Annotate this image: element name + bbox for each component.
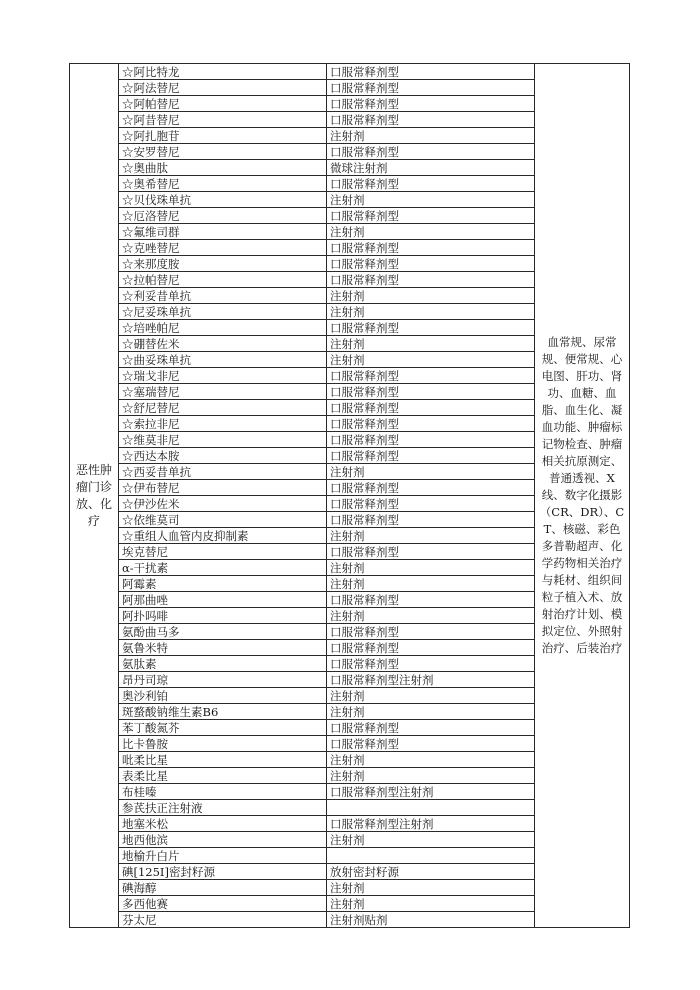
drug-name-cell: 埃克替尼 xyxy=(119,544,327,560)
dosage-form-cell: 注射剂 xyxy=(327,704,535,720)
dosage-form-cell: 注射剂 xyxy=(327,608,535,624)
drug-name-cell: 碘海醇 xyxy=(119,880,327,896)
dosage-form-cell: 口服常释剂型 xyxy=(327,512,535,528)
drug-name-cell: ☆阿帕替尼 xyxy=(119,96,327,112)
dosage-form-cell: 口服常释剂型注射剂 xyxy=(327,784,535,800)
drug-name-cell: ☆硼替佐米 xyxy=(119,336,327,352)
table-row xyxy=(70,64,630,80)
drug-name-cell: 氨鲁米特 xyxy=(119,640,327,656)
drug-name-cell: 碘[125I]密封籽源 xyxy=(119,864,327,880)
drug-name-cell: ☆克唑替尼 xyxy=(119,240,327,256)
drug-name-cell: 多西他赛 xyxy=(119,896,327,912)
drug-name-cell: ☆伊布替尼 xyxy=(119,480,327,496)
category-cell: 恶性肿瘤门诊放、化疗 xyxy=(70,64,119,928)
drug-name-cell: ☆奥曲肽 xyxy=(119,160,327,176)
drug-name-cell: 布桂嗪 xyxy=(119,784,327,800)
dosage-form-cell: 口服常释剂型 xyxy=(327,432,535,448)
drug-name-cell: ☆塞瑞替尼 xyxy=(119,384,327,400)
dosage-form-cell: 注射剂 xyxy=(327,768,535,784)
dosage-form-cell: 口服常释剂型 xyxy=(327,176,535,192)
dosage-form-cell: 注射剂 xyxy=(327,464,535,480)
dosage-form-cell: 口服常释剂型 xyxy=(327,384,535,400)
dosage-form-cell: 注射剂 xyxy=(327,688,535,704)
drug-name-cell: ☆重组人血管内皮抑制素 xyxy=(119,528,327,544)
dosage-form-cell: 口服常释剂型注射剂 xyxy=(327,816,535,832)
drug-name-cell: ☆瑞戈非尼 xyxy=(119,368,327,384)
drug-name-cell: ☆依维莫司 xyxy=(119,512,327,528)
dosage-form-cell: 口服常释剂型 xyxy=(327,240,535,256)
dosage-form-cell: 口服常释剂型 xyxy=(327,640,535,656)
drug-name-cell: ☆奥希替尼 xyxy=(119,176,327,192)
drug-name-cell: 表柔比星 xyxy=(119,768,327,784)
drug-name-cell: 阿霉素 xyxy=(119,576,327,592)
drug-name-cell: ☆安罗替尼 xyxy=(119,144,327,160)
dosage-form-cell: 注射剂 xyxy=(327,528,535,544)
dosage-form-cell: 放射密封籽源 xyxy=(327,864,535,880)
dosage-form-cell: 口服常释剂型 xyxy=(327,80,535,96)
drug-name-cell: ☆阿比特龙 xyxy=(119,64,327,80)
drug-name-cell: 地榆升白片 xyxy=(119,848,327,864)
drug-name-cell: ☆阿法替尼 xyxy=(119,80,327,96)
dosage-form-cell xyxy=(327,848,535,864)
dosage-form-cell: 口服常释剂型 xyxy=(327,272,535,288)
dosage-form-cell: 口服常释剂型 xyxy=(327,448,535,464)
dosage-form-cell: 注射剂贴剂 xyxy=(327,912,535,928)
dosage-form-cell: 口服常释剂型 xyxy=(327,416,535,432)
dosage-form-cell: 口服常释剂型 xyxy=(327,208,535,224)
dosage-form-cell: 口服常释剂型注射剂 xyxy=(327,672,535,688)
drug-name-cell: ☆阿扎胞苷 xyxy=(119,128,327,144)
dosage-form-cell: 注射剂 xyxy=(327,304,535,320)
dosage-form-cell: 注射剂 xyxy=(327,880,535,896)
drug-name-cell: ☆曲妥珠单抗 xyxy=(119,352,327,368)
drug-name-cell: α-干扰素 xyxy=(119,560,327,576)
drug-name-cell: 地塞米松 xyxy=(119,816,327,832)
drug-name-cell: ☆西妥昔单抗 xyxy=(119,464,327,480)
dosage-form-cell: 注射剂 xyxy=(327,192,535,208)
dosage-form-cell: 注射剂 xyxy=(327,832,535,848)
dosage-form-cell: 口服常释剂型 xyxy=(327,96,535,112)
drug-name-cell: ☆利妥昔单抗 xyxy=(119,288,327,304)
dosage-form-cell xyxy=(327,800,535,816)
dosage-form-cell: 口服常释剂型 xyxy=(327,256,535,272)
drug-name-cell: ☆厄洛替尼 xyxy=(119,208,327,224)
drug-name-cell: 苯丁酸氮芥 xyxy=(119,720,327,736)
dosage-form-cell: 口服常释剂型 xyxy=(327,592,535,608)
dosage-form-cell: 注射剂 xyxy=(327,128,535,144)
drug-name-cell: ☆培唑帕尼 xyxy=(119,320,327,336)
drug-name-cell: 比卡鲁胺 xyxy=(119,736,327,752)
drug-name-cell: 奥沙利铂 xyxy=(119,688,327,704)
dosage-form-cell: 注射剂 xyxy=(327,336,535,352)
drug-name-cell: ☆舒尼替尼 xyxy=(119,400,327,416)
dosage-form-cell: 口服常释剂型 xyxy=(327,368,535,384)
dosage-form-cell: 口服常释剂型 xyxy=(327,624,535,640)
dosage-form-cell: 口服常释剂型 xyxy=(327,496,535,512)
drug-name-cell: 地西他滨 xyxy=(119,832,327,848)
dosage-form-cell: 注射剂 xyxy=(327,560,535,576)
drug-name-cell: ☆西达本胺 xyxy=(119,448,327,464)
dosage-form-cell: 注射剂 xyxy=(327,896,535,912)
dosage-form-cell: 口服常释剂型 xyxy=(327,320,535,336)
drug-name-cell: ☆拉帕替尼 xyxy=(119,272,327,288)
dosage-form-cell: 口服常释剂型 xyxy=(327,400,535,416)
dosage-form-cell: 口服常释剂型 xyxy=(327,64,535,80)
drug-name-cell: 斑蝥酸钠维生素B6 xyxy=(119,704,327,720)
drug-name-cell: 吡柔比星 xyxy=(119,752,327,768)
dosage-form-cell: 口服常释剂型 xyxy=(327,480,535,496)
drug-name-cell: ☆阿昔替尼 xyxy=(119,112,327,128)
dosage-form-cell: 微球注射剂 xyxy=(327,160,535,176)
drug-name-cell: 阿那曲唑 xyxy=(119,592,327,608)
dosage-form-cell: 口服常释剂型 xyxy=(327,720,535,736)
drug-name-cell: 芬太尼 xyxy=(119,912,327,928)
dosage-form-cell: 注射剂 xyxy=(327,224,535,240)
drug-name-cell: 氨肽素 xyxy=(119,656,327,672)
dosage-form-cell: 口服常释剂型 xyxy=(327,544,535,560)
drug-name-cell: 昂丹司琼 xyxy=(119,672,327,688)
dosage-form-cell: 注射剂 xyxy=(327,576,535,592)
drug-name-cell: ☆贝伐珠单抗 xyxy=(119,192,327,208)
covered-services-cell: 血常规、尿常规、便常规、心电图、肝功、肾功、血糖、血脂、血生化、凝血功能、肿瘤标记物检查、肿瘤相关抗原测定、普通透视、X线、数字化摄影（CR、DR）、CT、核磁、彩色多普勒超声、化学药物相关治疗与耗材、组织间粒子植入术、放射治疗计划、模拟定位、外照射治疗、后装治疗 xyxy=(535,64,630,928)
dosage-form-cell: 口服常释剂型 xyxy=(327,112,535,128)
drug-name-cell: ☆索拉非尼 xyxy=(119,416,327,432)
dosage-form-cell: 口服常释剂型 xyxy=(327,656,535,672)
drug-table xyxy=(69,63,630,928)
drug-name-cell: ☆维莫非尼 xyxy=(119,432,327,448)
drug-name-cell: 阿扑吗啡 xyxy=(119,608,327,624)
dosage-form-cell: 注射剂 xyxy=(327,752,535,768)
drug-name-cell: ☆尼妥珠单抗 xyxy=(119,304,327,320)
drug-name-cell: ☆伊沙佐米 xyxy=(119,496,327,512)
dosage-form-cell: 口服常释剂型 xyxy=(327,736,535,752)
drug-name-cell: 氨酚曲马多 xyxy=(119,624,327,640)
dosage-form-cell: 注射剂 xyxy=(327,288,535,304)
drug-name-cell: ☆来那度胺 xyxy=(119,256,327,272)
drug-name-cell: ☆氟维司群 xyxy=(119,224,327,240)
dosage-form-cell: 注射剂 xyxy=(327,352,535,368)
drug-name-cell: 参芪扶正注射液 xyxy=(119,800,327,816)
dosage-form-cell: 口服常释剂型 xyxy=(327,144,535,160)
